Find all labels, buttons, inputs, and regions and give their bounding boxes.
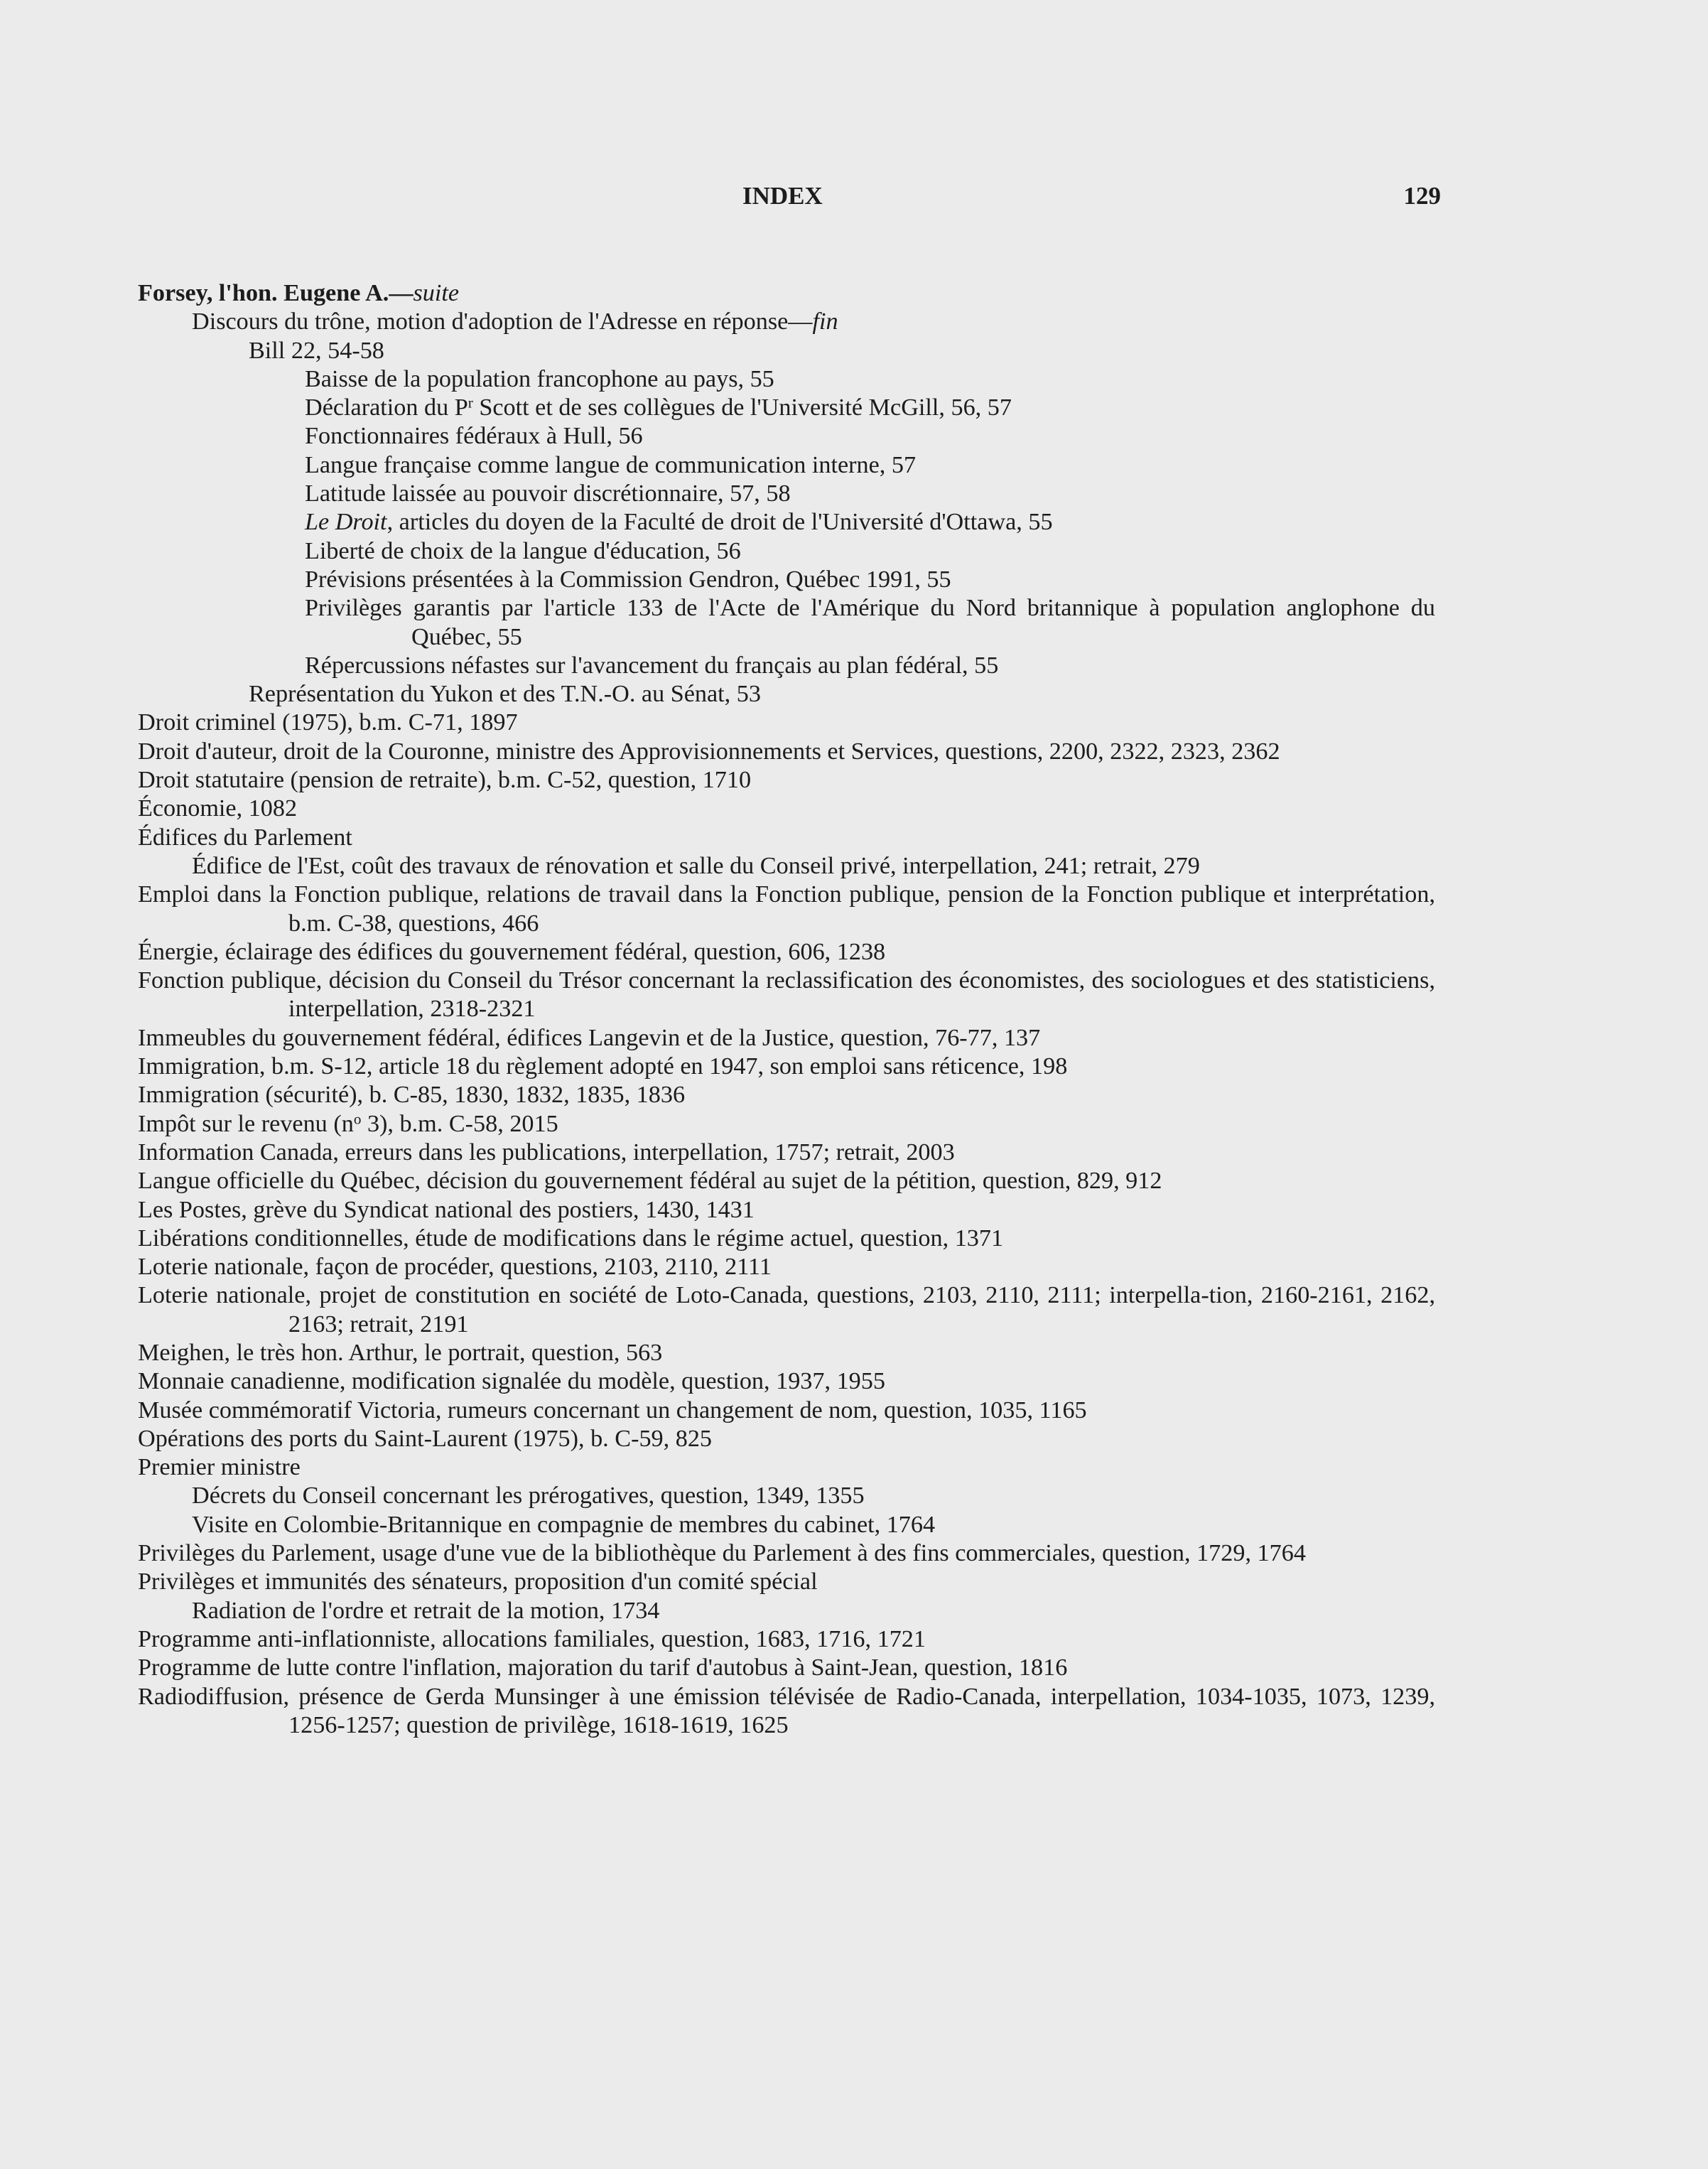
index-entry: Loterie nationale, façon de procéder, questions, 2103, 2110, 2111 [138,1254,772,1281]
heading-name: Forsey, l'hon. Eugene A. [138,280,389,306]
index-entry: Droit criminel (1975), b.m. C-71, 1897 [138,709,518,736]
index-entry: Opérations des ports du Saint-Laurent (1975), b. C-59, 825 [138,1425,713,1452]
index-entry-discours [138,308,1435,336]
index-subentry: Visite en Colombie-Britannique en compagnie de membres du cabinet, 1764 [192,1511,936,1538]
index-entry: Privilèges et immunités des sénateurs, proposition d'un comité spécial [138,1568,818,1595]
index-entry: Privilèges du Parlement, usage d'une vue de la bibliothèque du Parlement à des fins commerciales, question, 1729, 1764 [138,1540,1306,1567]
index-entry: Programme de lutte contre l'inflation, majoration du tarif d'autobus à Saint-Jean, question, 1816 [138,1654,1068,1681]
running-head [0,182,1708,217]
index-subentry: Édifice de l'Est, coût des travaux de rénovation et salle du Conseil privé, interpellation, 241; retrait, 279 [192,852,1200,879]
index-entry: Immigration, b.m. S-12, article 18 du règlement adopté en 1947, son emploi sans réticence, 198 [138,1053,1068,1080]
index-subentry: Fonctionnaires fédéraux à Hull, 56 [305,423,643,450]
index-subentry: Liberté de choix de la langue d'éducation, 56 [305,537,741,564]
index-entry: Énergie, éclairage des édifices du gouvernement fédéral, question, 606, 1238 [138,938,886,965]
index-entry: Immeubles du gouvernement fédéral, édifices Langevin et de la Justice, question, 76-77, 137 [138,1024,1041,1051]
index-subentry: Déclaration du $P^r$ Scott et de ses collègues de l'Université McGill, 56, 57 [305,394,1012,421]
index-entry: Fonction publique, décision du Conseil du Trésor concernant la reclassification des économistes, des sociologues et des statisticiens, interpellation, 2318-2321 [138,967,1435,1023]
index-entry: Langue officielle du Québec, décision du gouvernement fédéral au sujet de la pétition, question, 829, 912 [138,1168,1162,1195]
index-entry: Musée commémoratif Victoria, rumeurs concernant un changement de nom, question, 1035, 1165 [138,1396,1087,1423]
index-heading: Forsey, l'hon. Eugene A.—suite [138,280,460,306]
index-subentry: Latitude laissée au pouvoir discrétionnaire, 57, 58 [305,480,791,507]
index-entry: Droit statutaire (pension de retraite), b.m. C-52, question, 1710 [138,767,752,794]
index-subentry: Le Droit, articles du doyen de la Faculté de droit de l'Université d'Ottawa, 55 [305,509,1053,536]
index-subentry: Prévisions présentées à la Commission Gendron, Québec 1991, 55 [305,566,951,593]
page-title: INDEX [742,182,823,210]
index-subentry: Privilèges garantis par l'article 133 de l'Acte de l'Amérique du Nord britannique à population anglophone du Québec, 55 [305,595,1435,650]
index-entry: Information Canada, erreurs dans les publications, interpellation, 1757; retrait, 2003 [138,1139,955,1166]
index-entry: Premier ministre [138,1454,301,1481]
index-subentry: Décrets du Conseil concernant les prérogatives, question, 1349, 1355 [192,1482,865,1509]
index-entry: Monnaie canadienne, modification signalée du modèle, question, 1937, 1955 [138,1368,885,1395]
index-entry: Meighen, le très hon. Arthur, le portrait, question, 563 [138,1339,663,1366]
index-entry-representation: Représentation du Yukon et des T.N.-O. au Sénat, 53 [249,681,761,708]
index-subentry: Radiation de l'ordre et retrait de la motion, 1734 [192,1597,660,1624]
index-entry: Radiodiffusion, présence de Gerda Munsinger à une émission télévisée de Radio-Canada, interpellation, 1034-1035, 1073, 1239, 1256-1257; question de privilège, 1618-1619, 1625 [138,1683,1435,1738]
index-subentry: Langue française comme langue de communication interne, 57 [305,451,917,478]
index-entry: Économie, 1082 [138,795,298,822]
discours-continuation: fin [812,308,838,335]
index-body [138,279,1435,1740]
index-subentry: Baisse de la population francophone au pays, 55 [305,365,774,392]
index-entry: Loterie nationale, projet de constitution en société de Loto-Canada, questions, 2103, 2110, 2111; interpella-tion, 2160-2161, 2162, 2163; retrait, 2191 [138,1282,1435,1338]
discours-text: Discours du trône, motion d'adoption de l'Adresse en réponse— [192,308,813,335]
index-entry: Programme anti-inflationniste, allocations familiales, question, 1683, 1716, 1721 [138,1625,926,1652]
index-entry: Immigration (sécurité), b. C-85, 1830, 1832, 1835, 1836 [138,1082,686,1109]
index-entry: Édifices du Parlement [138,824,352,851]
index-entry: Impôt sur le revenu ($n^o$ 3), b.m. C-58, 2015 [138,1110,558,1137]
index-entry: Libérations conditionnelles, étude de modifications dans le régime actuel, question, 1371 [138,1225,1004,1252]
heading-continuation: suite [413,280,460,306]
index-entry-bill22: Bill 22, 54-58 [249,337,384,364]
index-entry: Les Postes, grève du Syndicat national des postiers, 1430, 1431 [138,1196,755,1223]
index-entry: Emploi dans la Fonction publique, relations de travail dans la Fonction publique, pension de la Fonction publique et interprétation, b.m. C-38, questions, 466 [138,881,1435,937]
index-entry: Droit d'auteur, droit de la Couronne, ministre des Approvisionnements et Services, questions, 2200, 2322, 2323, 2362 [138,738,1280,765]
page-number: 129 [1403,182,1441,210]
index-subentry: Répercussions néfastes sur l'avancement du français au plan fédéral, 55 [305,652,999,679]
